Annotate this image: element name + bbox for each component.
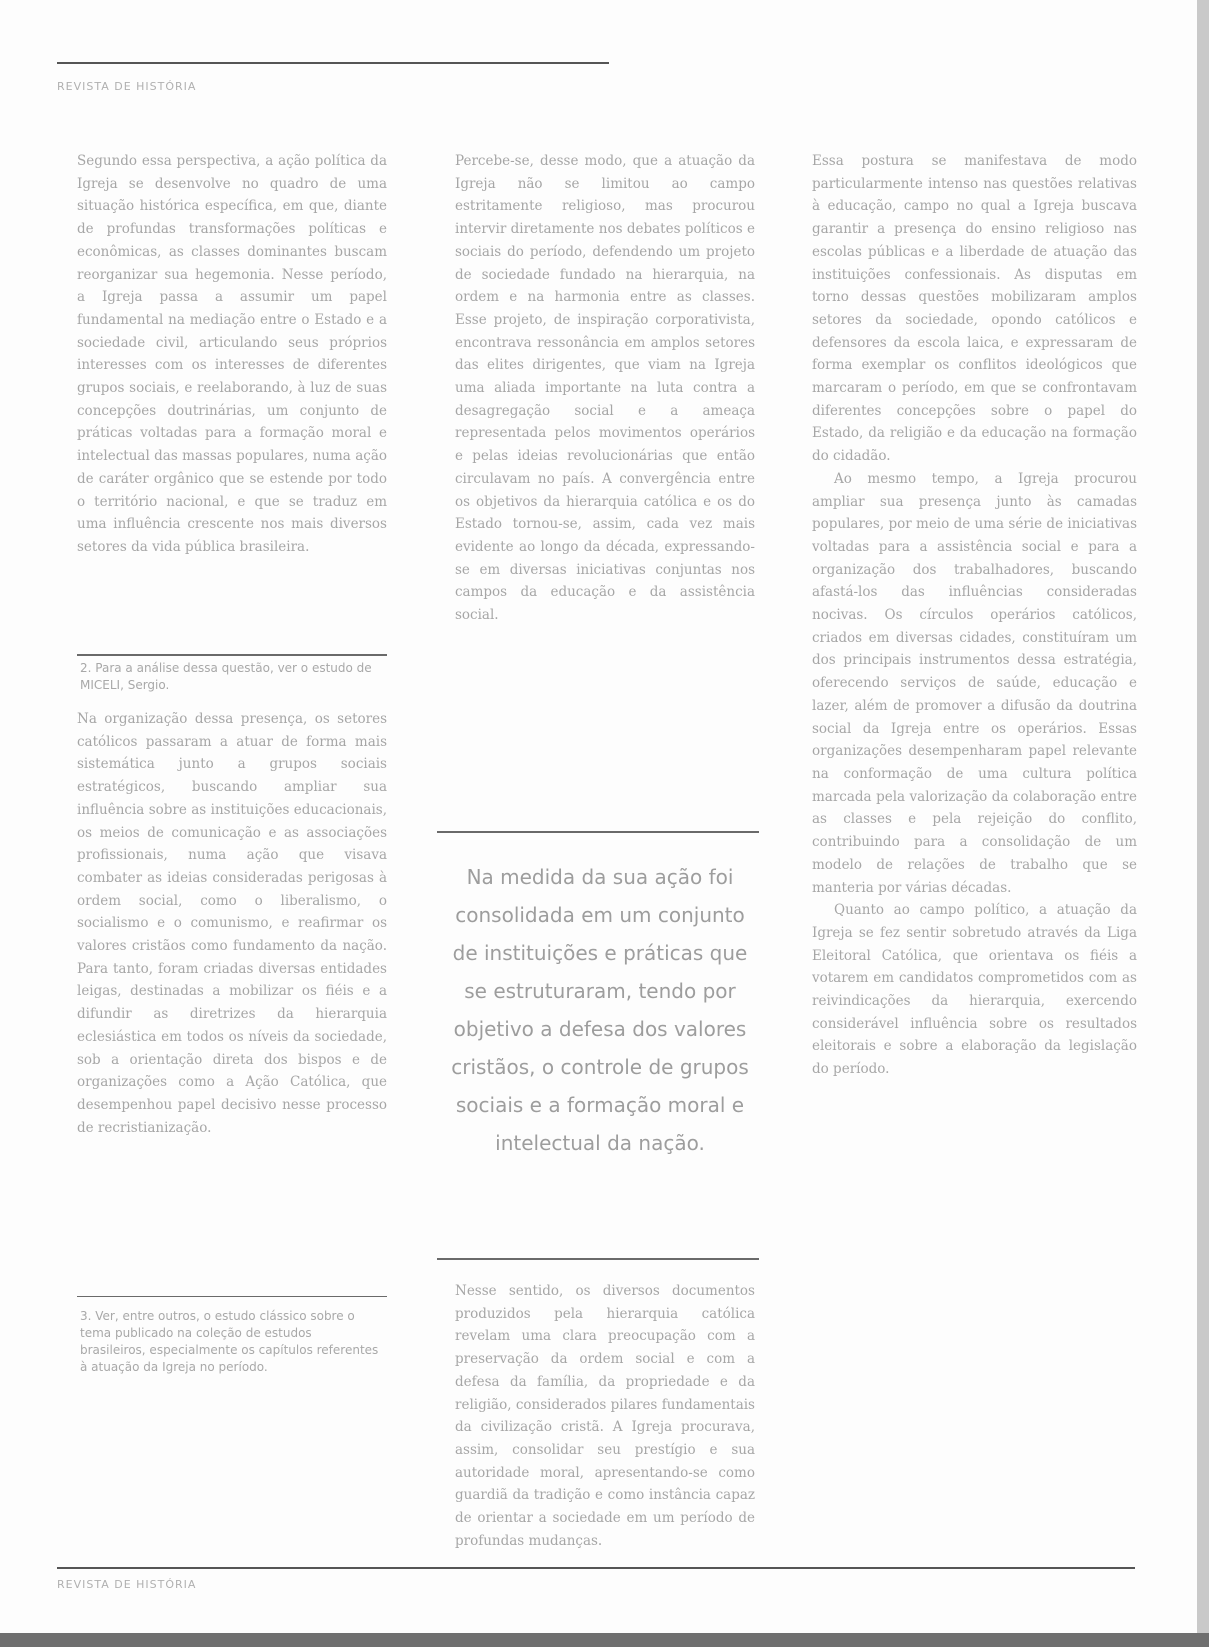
pull-quote: Na medida da sua ação foi consolidada em um conjunto de instituições e práticas que se estruturaram, tendo por objetivo a defesa dos valores cristãos, o controle de grupos sociais e a formação moral e intelectual da nação.: [451, 865, 749, 1155]
body-paragraph: Ao mesmo tempo, a Igreja procurou ampliar sua presença junto às camadas populares, por meio de uma série de iniciativas voltadas para a assistência social e para a organização dos trabalhadores, buscando afastá-los das influências consideradas nocivas. Os círculos operários católicos, criados em diversas cidades, constituíram um dos principais instrumentos dessa estratégia, oferecendo serviços de saúde, educação e lazer, além de promover a difusão da doutrina social da Igreja entre os operários. Essas organizações desempenharam papel relevante na conformação de uma cultura política marcada pela valorização da colaboração entre as classes e pela rejeição do conflito, contribuindo para a consolidação de um modelo de relações de trabalho que se manteria por várias décadas.: [812, 470, 1137, 896]
body-paragraph: Quanto ao campo político, a atuação da Igreja se fez sentir sobretudo através da Liga Eleitoral Católica, que orientava os fiéis a votarem em candidatos comprometidos com as reivindicações da hierarquia, exercendo considerável influência sobre os resultados eleitorais e sobre a elaboração da legislação do período.: [812, 902, 1137, 1078]
column-3: [812, 150, 1137, 1081]
footnote-rule: [77, 654, 387, 656]
body-paragraph: Na organização dessa presença, os setores católicos passaram a atuar de forma mais sistemática junto a grupos sociais estratégicos, buscando ampliar sua influência sobre as instituições educacionais, os meios de comunicação e as associações profissionais, numa ação que visava combater as ideias consideradas perigosas à ordem social, como o liberalismo, o socialismo e o comunismo, e reafirmar os valores cristãos como fundamento da nação. Para tanto, foram criadas diversas entidades leigas, destinadas a mobilizar os fiéis e a difundir as diretrizes da hierarquia eclesiástica em todos os níveis da sociedade, sob a orientação direta dos bispos e de organizações como a Ação Católica, que desempenhou papel decisivo nesse processo de recristianização.: [77, 711, 387, 1136]
column-1-lower: [77, 708, 387, 1139]
running-head: REVISTA DE HISTÓRIA: [57, 80, 197, 93]
column-2-upper: [455, 150, 755, 627]
footer-text: REVISTA DE HISTÓRIA: [57, 1578, 197, 1591]
body-paragraph: Segundo essa perspectiva, a ação política da Igreja se desenvolve no quadro de uma situação histórica específica, em que, diante de profundas transformações políticas e econômicas, as classes dominantes buscam reorganizar sua hegemonia. Nesse período, a Igreja passa a assumir um papel fundamental na mediação entre o Estado e a sociedade civil, articulando seus próprios interesses com os interesses de diferentes grupos sociais, e reelaborando, à luz de suas concepções doutrinárias, um conjunto de práticas voltadas para a formação moral e intelectual das massas populares, numa ação de caráter orgânico que se estende por todo o território nacional, e que se traduz em uma influência crescente nos mais diversos setores da vida pública brasileira.: [77, 153, 387, 555]
footnote-rule-2: [77, 1296, 387, 1297]
footnote: 2. Para a análise dessa questão, ver o estudo de MICELI, Sergio.: [80, 661, 372, 692]
page-edge-shadow: [1197, 0, 1209, 1647]
column-1-upper: [77, 150, 387, 559]
body-paragraph: Nesse sentido, os diversos documentos produzidos pela hierarquia católica revelam uma clara preocupação com a preservação da ordem social e com a defesa da família, da propriedade e da religião, considerados pilares fundamentais da civilização cristã. A Igreja procurava, assim, consolidar seu prestígio e sua autoridade moral, apresentando-se como guardiã da tradição e como instância capaz de orientar a sociedade em um período de profundas mudanças.: [455, 1283, 755, 1549]
column-2-lower: [455, 1280, 755, 1552]
footer-rule: [57, 1567, 1135, 1569]
footnote-2: 3. Ver, entre outros, o estudo clássico sobre o tema publicado na coleção de estudos brasileiros, especialmente os capítulos referentes à atuação da Igreja no período.: [80, 1309, 379, 1374]
pull-quote-top-rule: [437, 831, 759, 833]
body-paragraph: Percebe-se, desse modo, que a atuação da Igreja não se limitou ao campo estritamente religioso, mas procurou intervir diretamente nos debates políticos e sociais do período, defendendo um projeto de sociedade fundado na hierarquia, na ordem e na harmonia entre as classes. Esse projeto, de inspiração corporativista, encontrava ressonância em amplos setores das elites dirigentes, que viam na Igreja uma aliada importante na luta contra a desagregação social e a ameaça representada pelos movimentos operários e pelas ideias revolucionárias que então circulavam no país. A convergência entre os objetivos da hierarquia católica e os do Estado tornou-se, assim, cada vez mais evidente ao longo da década, expressando-se em diversas iniciativas conjuntas nos campos da educação e da assistência social.: [455, 153, 755, 624]
scan-bottom-edge: [0, 1633, 1209, 1647]
header-rule: [57, 62, 609, 64]
pull-quote-bottom-rule: [437, 1258, 759, 1260]
body-paragraph: Essa postura se manifestava de modo particularmente intenso nas questões relativas à educação, campo no qual a Igreja buscava garantir a presença do ensino religioso nas escolas públicas e a liberdade de atuação das instituições confessionais. As disputas em torno dessas questões mobilizaram amplos setores da sociedade, opondo católicos e defensores da escola laica, e expressaram de forma exemplar os conflitos ideológicos que marcaram o período, em que se confrontavam diferentes concepções sobre o papel do Estado, da religião e da educação na formação do cidadão.: [812, 153, 1137, 465]
